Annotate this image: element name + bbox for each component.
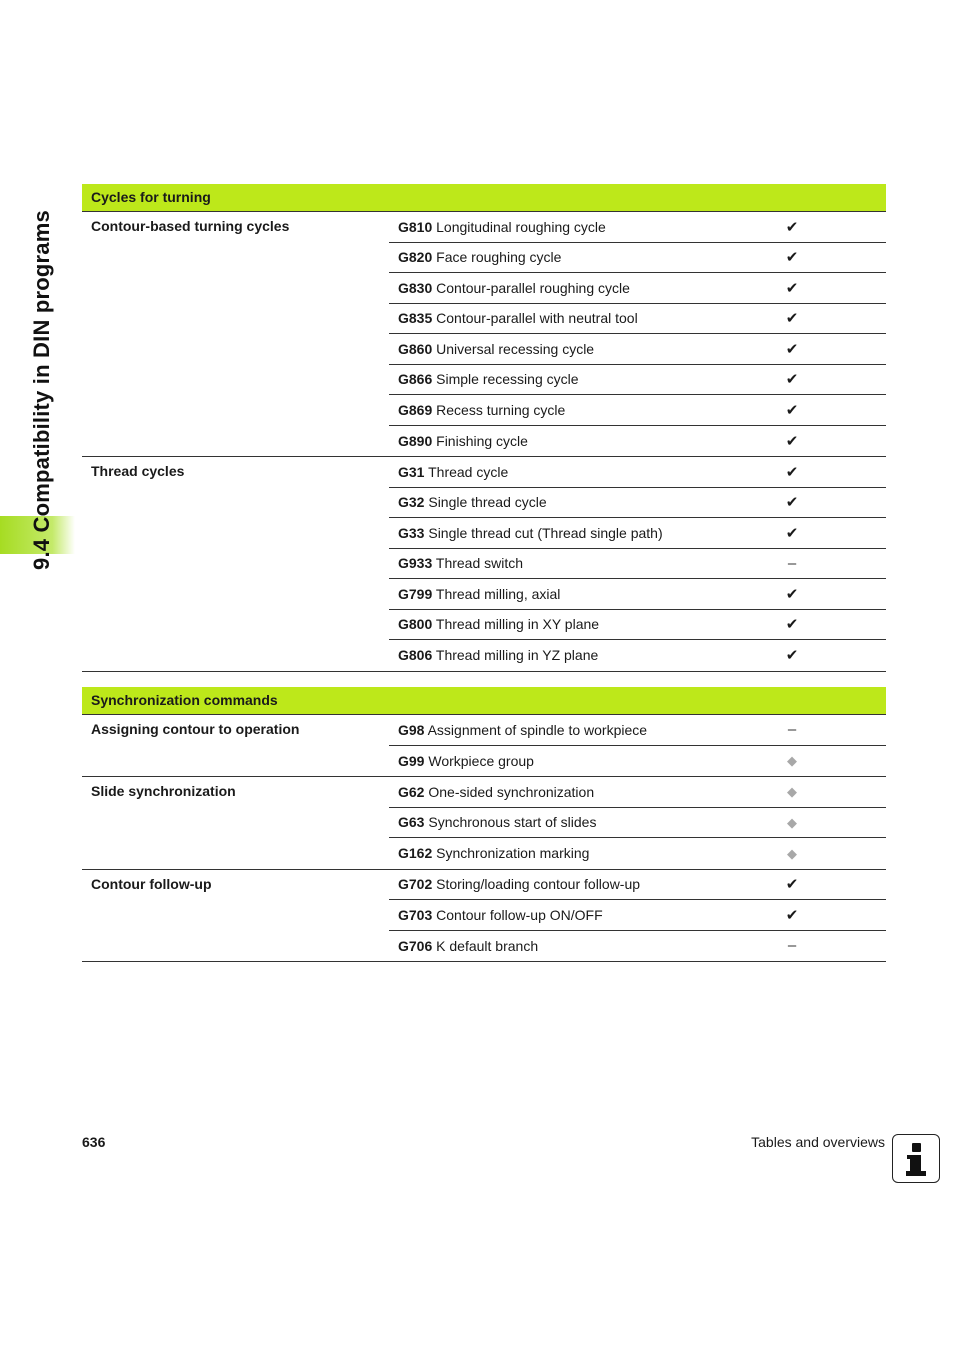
g-code: G860 [398, 340, 433, 357]
page-number: 636 [82, 1134, 106, 1150]
command-description: Recess turning cycle [436, 401, 566, 418]
g-code: G799 [398, 585, 433, 602]
table-body [82, 715, 886, 962]
command-description: Simple recessing cycle [436, 371, 579, 388]
info-icon [892, 1134, 940, 1183]
command-cell [389, 433, 782, 449]
group-name: Contour-based turning cycles [91, 218, 290, 234]
table-row [389, 900, 886, 931]
command-cell [389, 494, 782, 510]
table-group [82, 715, 886, 777]
command-cell [389, 310, 782, 326]
group-name: Thread cycles [91, 463, 185, 479]
table-row [389, 457, 886, 488]
g-code: G706 [398, 937, 433, 954]
group-rows [389, 212, 886, 456]
command-description: Assignment of spindle to workpiece [427, 721, 648, 738]
g-code: G703 [398, 906, 433, 923]
table-header: Synchronization commands [82, 687, 886, 715]
command-cell [389, 525, 782, 541]
command-cell [389, 876, 782, 892]
group-rows [389, 457, 886, 671]
command-description: Contour-parallel with neutral tool [436, 310, 638, 327]
diamond-icon: ◆ [787, 845, 797, 861]
table-row [389, 579, 886, 610]
command-description: Workpiece group [428, 752, 534, 769]
dash-icon: – [787, 721, 797, 739]
checkmark-icon: ✔ [785, 249, 799, 267]
table-row [389, 426, 886, 457]
checkmark-icon: ✔ [785, 401, 799, 419]
section-name: Tables and overviews [751, 1134, 885, 1150]
command-description: Synchronous start of slides [428, 814, 597, 831]
command-description: Face roughing cycle [436, 249, 562, 266]
cycles-for-turning-table [82, 184, 886, 672]
group-name: Assigning contour to operation [91, 721, 300, 737]
table-row [389, 304, 886, 335]
command-cell [389, 784, 782, 800]
table-row [389, 518, 886, 549]
command-description: Single thread cycle [428, 494, 547, 511]
dash-icon: – [787, 554, 797, 572]
table-row [389, 746, 886, 777]
table-group [82, 457, 886, 672]
checkmark-icon: ✔ [785, 494, 799, 512]
group-name: Slide synchronization [91, 783, 236, 799]
group-rows [389, 870, 886, 962]
command-description: Thread switch [435, 555, 524, 572]
g-code: G933 [398, 555, 433, 572]
g-code: G800 [398, 616, 433, 633]
g-code: G98 [398, 721, 425, 738]
command-cell [389, 280, 782, 296]
g-code: G63 [398, 814, 425, 831]
command-description: Single thread cut (Thread single path) [428, 524, 663, 541]
g-code: G162 [398, 845, 433, 862]
command-description: Finishing cycle [436, 432, 528, 449]
g-code: G866 [398, 371, 433, 388]
table-row [389, 273, 886, 304]
g-code: G869 [398, 401, 433, 418]
table-row [389, 931, 886, 962]
command-description: K default branch [436, 937, 539, 954]
g-code: G806 [398, 647, 433, 664]
table-header: Cycles for turning [82, 184, 886, 212]
group-rows [389, 715, 886, 776]
command-cell [389, 647, 782, 663]
checkmark-icon: ✔ [785, 371, 799, 389]
command-description: One-sided synchronization [428, 783, 595, 800]
table-row [389, 488, 886, 519]
table-row [389, 395, 886, 426]
table-row [389, 549, 886, 580]
table-row [389, 777, 886, 808]
checkmark-icon: ✔ [785, 524, 799, 542]
diamond-icon: ◆ [787, 784, 797, 800]
table-row [389, 838, 886, 869]
diamond-icon: ◆ [787, 753, 797, 769]
command-description: Contour follow-up ON/OFF [436, 906, 603, 923]
command-cell [389, 402, 782, 418]
table-group [82, 870, 886, 963]
chapter-side-title: 9.4 Compatibility in DIN programs [29, 210, 54, 570]
checkmark-icon: ✔ [785, 906, 799, 924]
command-description: Contour-parallel roughing cycle [436, 279, 630, 296]
g-code: G62 [398, 783, 425, 800]
command-cell [389, 371, 782, 387]
checkmark-icon: ✔ [785, 585, 799, 603]
checkmark-icon: ✔ [785, 463, 799, 481]
g-code: G31 [398, 463, 425, 480]
table-row [389, 715, 886, 746]
table-row [389, 334, 886, 365]
table-group [82, 777, 886, 870]
g-code: G810 [398, 218, 433, 235]
table-body [82, 212, 886, 672]
command-cell [389, 586, 782, 602]
g-code: G33 [398, 524, 425, 541]
command-cell [389, 219, 782, 235]
table-row [389, 640, 886, 671]
command-cell [389, 845, 782, 861]
command-description: Storing/loading contour follow-up [436, 876, 641, 893]
group-rows [389, 777, 886, 869]
table-row [389, 610, 886, 641]
g-code: G820 [398, 249, 433, 266]
checkmark-icon: ✔ [785, 310, 799, 328]
checkmark-icon: ✔ [785, 279, 799, 297]
dash-icon: – [787, 937, 797, 955]
synchronization-commands-table [82, 687, 886, 962]
command-description: Thread milling in XY plane [435, 616, 600, 633]
command-cell [389, 616, 782, 632]
command-cell [389, 722, 782, 738]
command-cell [389, 938, 782, 954]
g-code: G835 [398, 310, 433, 327]
table-row [389, 243, 886, 274]
command-cell [389, 814, 782, 830]
command-cell [389, 249, 782, 265]
g-code: G702 [398, 876, 433, 893]
checkmark-icon: ✔ [785, 340, 799, 358]
g-code: G830 [398, 279, 433, 296]
checkmark-icon: ✔ [785, 876, 799, 894]
g-code: G32 [398, 494, 425, 511]
command-cell [389, 555, 782, 571]
table-row [389, 212, 886, 243]
table-group [82, 212, 886, 457]
checkmark-icon: ✔ [785, 616, 799, 634]
command-cell [389, 753, 782, 769]
command-cell [389, 464, 782, 480]
table-row [389, 870, 886, 901]
command-description: Thread cycle [428, 463, 509, 480]
group-name: Contour follow-up [91, 875, 212, 892]
command-description: Thread milling, axial [435, 585, 561, 602]
table-row [389, 365, 886, 396]
g-code: G99 [398, 752, 425, 769]
g-code: G890 [398, 432, 433, 449]
command-description: Thread milling in YZ plane [435, 647, 599, 664]
diamond-icon: ◆ [787, 814, 797, 830]
command-description: Universal recessing cycle [436, 340, 595, 357]
checkmark-icon: ✔ [785, 218, 799, 236]
table-row [389, 808, 886, 839]
command-cell [389, 907, 782, 923]
checkmark-icon: ✔ [785, 432, 799, 450]
command-description: Longitudinal roughing cycle [436, 218, 606, 235]
command-cell [389, 341, 782, 357]
checkmark-icon: ✔ [785, 647, 799, 665]
command-description: Synchronization marking [436, 845, 590, 862]
